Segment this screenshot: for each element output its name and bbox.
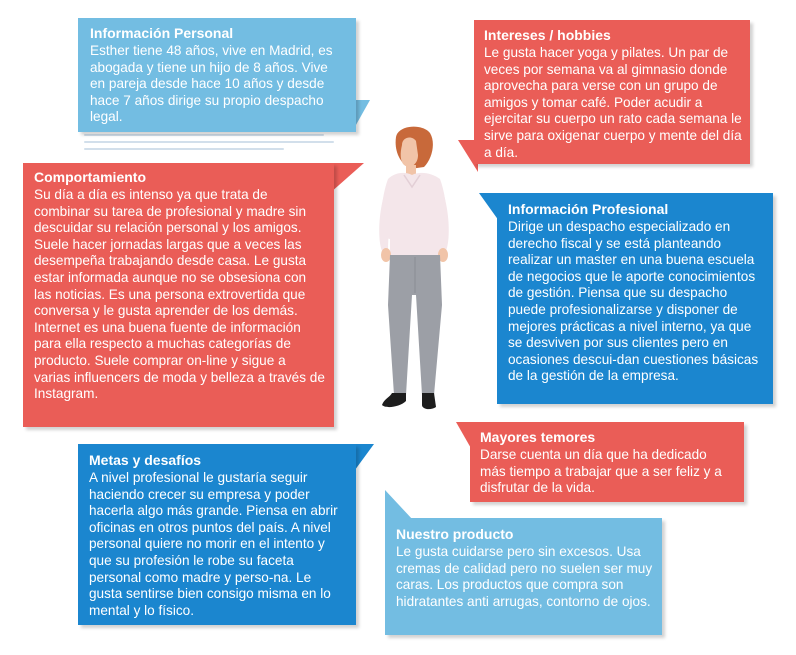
behavior-title: Comportamiento [34,169,146,185]
professional-info-box [497,193,773,404]
goals-text: A nivel profesional le gustaría seguir haciendo crecer su empresa y poder hacerla algo más grande. Piensa en abrir oficinas en otros puntos del país. A nivel personal quiere no morir en el intento y que su profesión le robe su faceta personal como madre y perso-na. Le gusta sentirse bien consigo misma en lo mental y lo físico. [89,470,338,618]
personal-info-title: Información Personal [90,25,234,41]
product-text: Le gusta cuidarse pero sin excesos. Usa cremas de calidad pero no suelen ser muy caras. Los productos que compra son hidratantes anti arrugas, contorno de ojos. [396,544,653,609]
behavior-bubble-tail [330,163,364,193]
professional-info-text: Dirige un despacho especializado en derecho fiscal y se está planteando realizar un master en una buena escuela de negocios que le aporte conocimientos de gestión. Piensa que su despacho puede profesionalizarse y disponer de mejores prácticas a nivel interno, ya que se desviven por sus clientes pero en ocasiones descui-dan cuestiones básicas de la gestión de la empresa. [508,219,759,384]
product-box [385,518,662,635]
professional-info-title: Información Profesional [508,201,669,217]
interests-box [474,20,750,164]
professional-bubble-tail [479,193,499,221]
goals-box [78,444,356,625]
interests-title: Intereses / hobbies [484,27,611,43]
goals-title: Metas y desafíos [89,452,202,468]
woman-person-icon [360,125,470,415]
interests-text: Le gusta hacer yoga y pilates. Un par de veces por semana va al gimnasio donde aprovecha para verse con un grupo de amigos y tomar café. Poder acudir a ejercitar su cuerpo un rato cada semana le sirve para oxigenar cuerpo y mente del día a día. [484,45,742,160]
fears-title: Mayores temores [480,429,596,445]
behavior-text: Su día a día es intenso ya que trata de combinar su tarea de profesional y madre sin descuidar su relación personal y los amigos. Suele hacer jornadas largas que a veces las desempeña trabajando desde casa. Le gusta estar informada aunque no se obsesiona con las noticias. Es una persona extrovertida que conversa y le gusta aprender de los demás. Internet es una buena fuente de información para ella respecto a muchas categorías de producto. Suele comprar on-line y sigue a varias influencers de moda y belleza a través de Instagram. [34,187,325,402]
personal-info-text: Esther tiene 48 años, vive en Madrid, es abogada y tiene un hijo de 8 años. Vive en pareja desde hace 10 años y desde hace 7 años dirige su propio despacho legal. [90,43,333,125]
product-title: Nuestro producto [396,526,514,542]
product-bubble-tail [385,490,413,520]
behavior-box [23,163,334,427]
faint-text-lines [84,134,344,156]
fears-box [470,422,744,502]
fears-text: Darse cuenta un día que ha dedicado más tiempo a trabajar que a ser feliz y a disfrutar de la vida. [480,447,722,496]
personal-info-box [78,18,356,132]
